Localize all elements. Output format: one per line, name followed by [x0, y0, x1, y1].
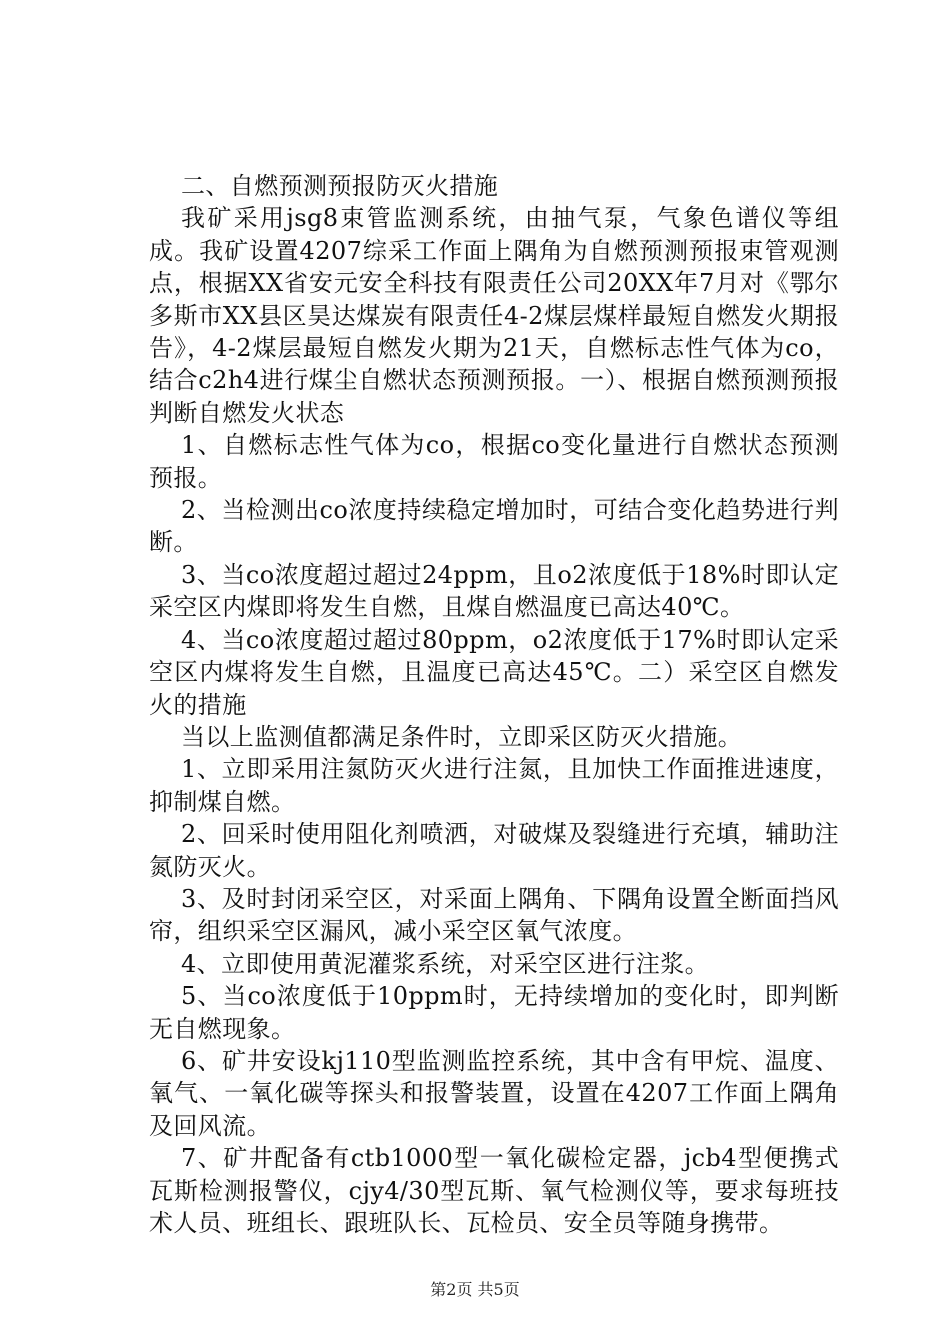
paragraph-measure-1: 1、立即采用注氮防灭火进行注氮，且加快工作面推进速度，抑制煤自燃。 — [149, 755, 839, 816]
paragraph-measures-intro: 当以上监测值都满足条件时，立即采区防灭火措施。 — [181, 722, 743, 751]
paragraph-measure-3: 3、及时封闭采空区，对采面上隅角、下隅角设置全断面挡风帘，组织采空区漏风，减小采空区氧气浓度。 — [149, 884, 839, 946]
paragraph-item-2: 2、当检测出co浓度持续稳定增加时，可结合变化趋势进行判断。 — [149, 496, 839, 557]
page-number-footer: 第2页 共5页 — [430, 1280, 520, 1299]
document-body — [149, 170, 839, 1239]
paragraph-measure-4: 4、立即使用黄泥灌浆系统，对采空区进行注浆。 — [181, 949, 710, 978]
paragraph-measure-5: 5、当co浓度低于10ppm时，无持续增加的变化时，即判断无自燃现象。 — [149, 982, 839, 1043]
paragraph-measure-7: 7、矿井配备有ctb1000型一氧化碳检定器，jcb4型便携式瓦斯检测报警仪，cjy4/30型瓦斯、氧气检测仪等，要求每班技术人员、班组长、跟班队长、瓦检员、安全员等随身携带。 — [149, 1144, 839, 1237]
paragraph-measure-6: 6、矿井安设kj110型监测监控系统，其中含有甲烷、温度、氧气、一氧化碳等探头和报警装置，设置在4207工作面上隅角及回风流。 — [149, 1046, 839, 1140]
paragraph-measure-2: 2、回采时使用阻化剂喷洒，对破煤及裂缝进行充填，辅助注氮防灭火。 — [149, 820, 839, 881]
paragraph-item-1: 1、自燃标志性气体为co，根据co变化量进行自燃状态预测预报。 — [149, 431, 839, 492]
paragraph-intro: 我矿采用jsg8束管监测系统，由抽气泵，气象色谱仪等组成。我矿设置4207综采工作面上隅角为自燃预测预报束管观测点，根据XX省安元安全科技有限责任公司20XX年7月对《鄂尔多斯市XX县区昊达煤炭有限责任4-2煤层煤样最短自燃发火期报告》，4-2煤层最短自燃发火期为21天，自燃标志性气体为co，结合c2h4进行煤尘自燃状态预测预报。一）、根据自燃预测预报判断自燃发火状态 — [149, 204, 839, 427]
paragraph-item-4: 4、当co浓度超过超过80ppm，o2浓度低于17%时即认定采空区内煤将发生自燃，且温度已高达45℃。二）采空区自燃发火的措施 — [149, 625, 839, 719]
paragraph-item-3: 3、当co浓度超过超过24ppm，且o2浓度低于18%时即认定采空区内煤即将发生自燃，且煤自燃温度已高达40℃。 — [149, 560, 839, 622]
section-heading: 二、自燃预测预报防灭火措施 — [181, 172, 499, 200]
